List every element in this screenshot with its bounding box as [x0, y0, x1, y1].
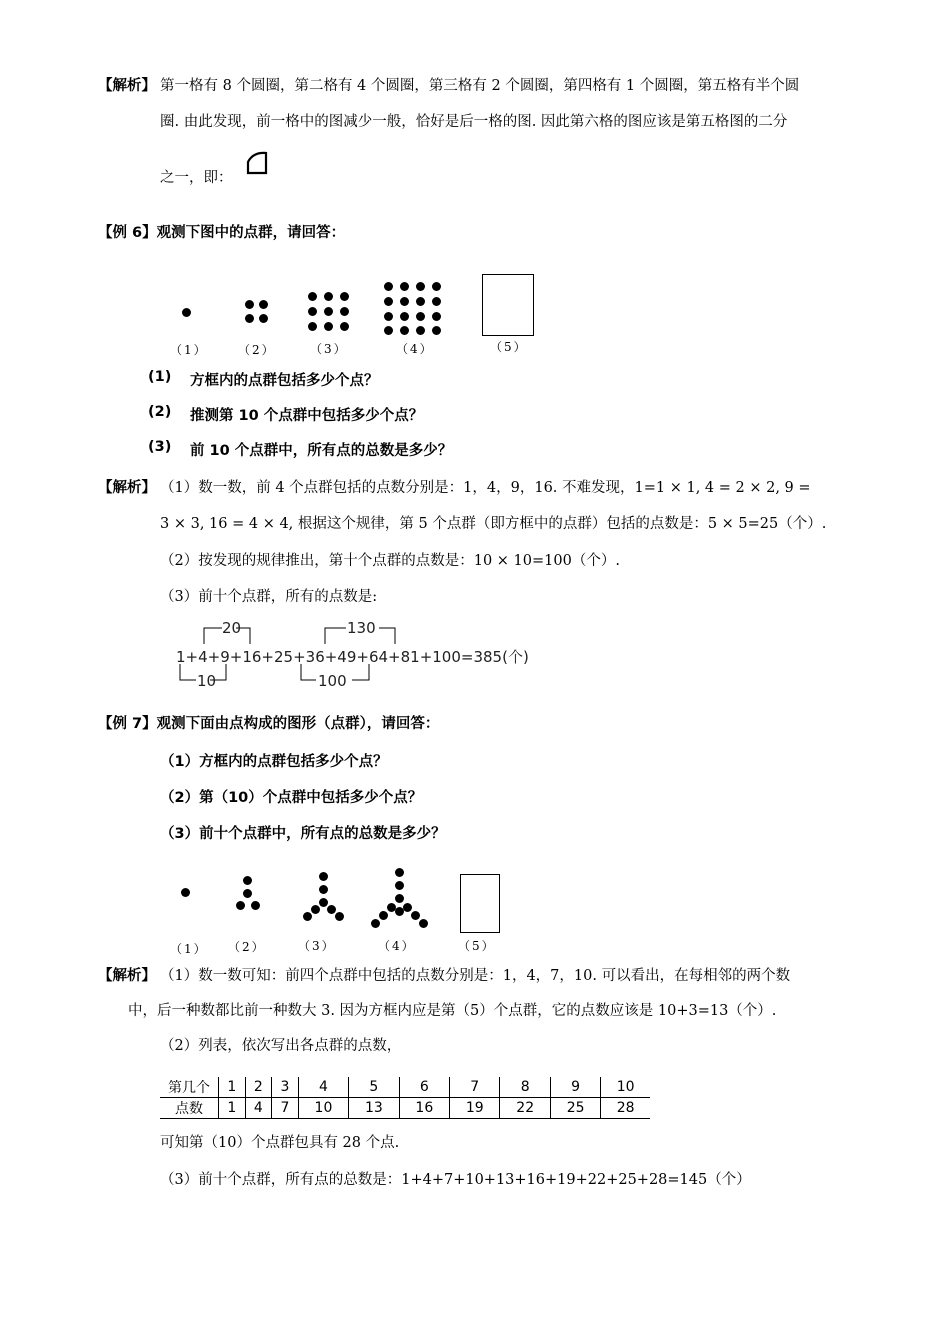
solution-7-line-3: （2）列表，依次写出各点群的点数， [160, 1038, 402, 1054]
dot [432, 282, 441, 291]
solution-7-line-2: 中，后一种数都比前一种数大 3. 因为方框内应是第（5）个点群，它的点数应该是 10+3=13（个）. [128, 1003, 777, 1019]
figure-caption: （1） [170, 343, 208, 357]
table-cell: 1 [219, 1077, 246, 1098]
dot [319, 872, 328, 881]
dot [379, 911, 388, 920]
table-header-cell: 第几个 [160, 1077, 219, 1098]
dot [335, 912, 344, 921]
dot [243, 889, 252, 898]
table-cell: 25 [550, 1098, 600, 1119]
dot [340, 322, 349, 331]
question-text: （2）第（10）个点群中包括多少个点？ [160, 790, 423, 806]
analysis-line-3: 之一，即： [160, 170, 233, 186]
analysis-line-1: 第一格有 8 个圆圈，第二格有 4 个圆圈，第三格有 2 个圆圈，第四格有 1 个圆圈，第五格有半个圆 [160, 78, 800, 94]
solution-7-line-5: （3）前十个点群，所有点的总数是：1+4+7+10+13+16+19+22+25+28=145（个） [160, 1172, 751, 1188]
dot [182, 308, 191, 317]
table-cell: 7 [272, 1098, 299, 1119]
question-number: (1) [148, 369, 172, 385]
dot [181, 888, 190, 897]
dot [400, 297, 409, 306]
analysis-tag-1: 【解析】 [98, 78, 156, 94]
dot [319, 885, 328, 894]
question-number: (2) [148, 404, 172, 420]
dot [259, 314, 268, 323]
dot [251, 901, 260, 910]
table-cell: 4 [245, 1098, 272, 1119]
table-cell: 19 [450, 1098, 500, 1119]
brace-label: 10 [197, 672, 217, 690]
dot [416, 312, 425, 321]
dot [384, 326, 393, 335]
dot [411, 911, 420, 920]
figure-caption: （2） [228, 940, 266, 954]
table-cell: 16 [399, 1098, 449, 1119]
dot [395, 881, 404, 890]
dot [308, 322, 317, 331]
sum-expression: 1+4+9+16+25+36+49+64+81+100=385(个) [176, 648, 529, 666]
points-table [160, 1077, 650, 1119]
example-7-title: 【例 7】观测下面由点构成的图形（点群），请回答： [98, 716, 440, 732]
question-text: 前 10 个点群中，所有点的总数是多少？ [190, 443, 453, 459]
solution-6-line-3: （2）按发现的规律推出，第十个点群的点数是：10 × 10=100（个）. [160, 553, 620, 569]
dot [311, 905, 320, 914]
figure-caption: （5） [490, 340, 528, 354]
dot [395, 868, 404, 877]
table-cell: 3 [272, 1077, 299, 1098]
dot [432, 297, 441, 306]
dot [416, 326, 425, 335]
dot [319, 898, 328, 907]
table-cell: 1 [219, 1098, 246, 1119]
analysis-tag-2: 【解析】 [98, 480, 156, 496]
dot [243, 876, 252, 885]
dot [384, 312, 393, 321]
dot [340, 307, 349, 316]
empty-box [482, 274, 534, 336]
figure-caption: （5） [458, 939, 496, 953]
question-text: 方框内的点群包括多少个点？ [190, 373, 379, 389]
dot [324, 307, 333, 316]
table-header-cell: 点数 [160, 1098, 219, 1119]
table-cell: 6 [399, 1077, 449, 1098]
dot [245, 300, 254, 309]
table-cell: 10 [298, 1098, 348, 1119]
dot [400, 282, 409, 291]
brace-label: 130 [347, 619, 376, 637]
analysis-tag-3: 【解析】 [98, 968, 156, 984]
solution-7-line-1: （1）数一数可知：前四个点群中包括的点数分别是：1，4，7，10. 可以看出，在每相邻的两个数 [160, 968, 791, 984]
dot [327, 905, 336, 914]
dot [400, 326, 409, 335]
solution-6-line-2: 3 × 3, 16 = 4 × 4, 根据这个规律，第 5 个点群（即方框中的点群）包括的点数是：5 × 5=25（个）. [160, 516, 827, 532]
table-cell: 28 [601, 1098, 650, 1119]
figure-caption: （1） [170, 942, 208, 956]
quarter-circle-figure [245, 150, 269, 176]
table-cell: 5 [349, 1077, 399, 1098]
figure-caption: （2） [238, 343, 276, 357]
table-cell: 7 [450, 1077, 500, 1098]
dot [308, 292, 317, 301]
dot [245, 314, 254, 323]
dot [340, 292, 349, 301]
dot [371, 919, 380, 928]
empty-box [460, 874, 500, 933]
dot [403, 903, 412, 912]
dot [384, 297, 393, 306]
figure-caption: （3） [298, 939, 336, 953]
dot [384, 282, 393, 291]
question-text: 推测第 10 个点群中包括多少个点？ [190, 408, 424, 424]
table-cell: 10 [601, 1077, 650, 1098]
table-cell: 9 [550, 1077, 600, 1098]
table-row [160, 1098, 650, 1119]
figure-caption: （4） [396, 342, 434, 356]
dot [387, 903, 396, 912]
dot [395, 894, 404, 903]
figure-caption: （4） [378, 939, 416, 953]
dot [416, 297, 425, 306]
dot [259, 300, 268, 309]
solution-6-line-4: （3）前十个点群，所有的点数是: [160, 589, 378, 605]
question-text: （1）方框内的点群包括多少个点？ [160, 754, 388, 770]
analysis-line-2: 圈. 由此发现，前一格中的图减少一般，恰好是后一格的图. 因此第六格的图应该是第五格图的二分 [160, 114, 788, 130]
table-cell: 13 [349, 1098, 399, 1119]
dot [303, 912, 312, 921]
dot [308, 307, 317, 316]
table-cell: 8 [500, 1077, 550, 1098]
brace-label: 100 [318, 672, 347, 690]
solution-6-line-1: （1）数一数，前 4 个点群包括的点数分别是：1，4，9，16. 不难发现，1=1 × 1, 4 = 2 × 2, 9 = [160, 480, 811, 496]
table-row [160, 1077, 650, 1098]
question-text: （3）前十个点群中，所有点的总数是多少？ [160, 826, 446, 842]
dot [400, 312, 409, 321]
dot [419, 919, 428, 928]
brace-label: 20 [222, 619, 242, 637]
table-cell: 4 [298, 1077, 348, 1098]
dot [324, 292, 333, 301]
dot [416, 282, 425, 291]
dot [324, 322, 333, 331]
figure-caption: （3） [310, 342, 348, 356]
dot [236, 901, 245, 910]
table-cell: 22 [500, 1098, 550, 1119]
dot [432, 312, 441, 321]
solution-7-line-4: 可知第（10）个点群包具有 28 个点. [160, 1135, 400, 1151]
example-6-title: 【例 6】观测下图中的点群，请回答： [98, 225, 346, 241]
table-cell: 2 [245, 1077, 272, 1098]
question-number: (3) [148, 439, 172, 455]
dot [432, 326, 441, 335]
